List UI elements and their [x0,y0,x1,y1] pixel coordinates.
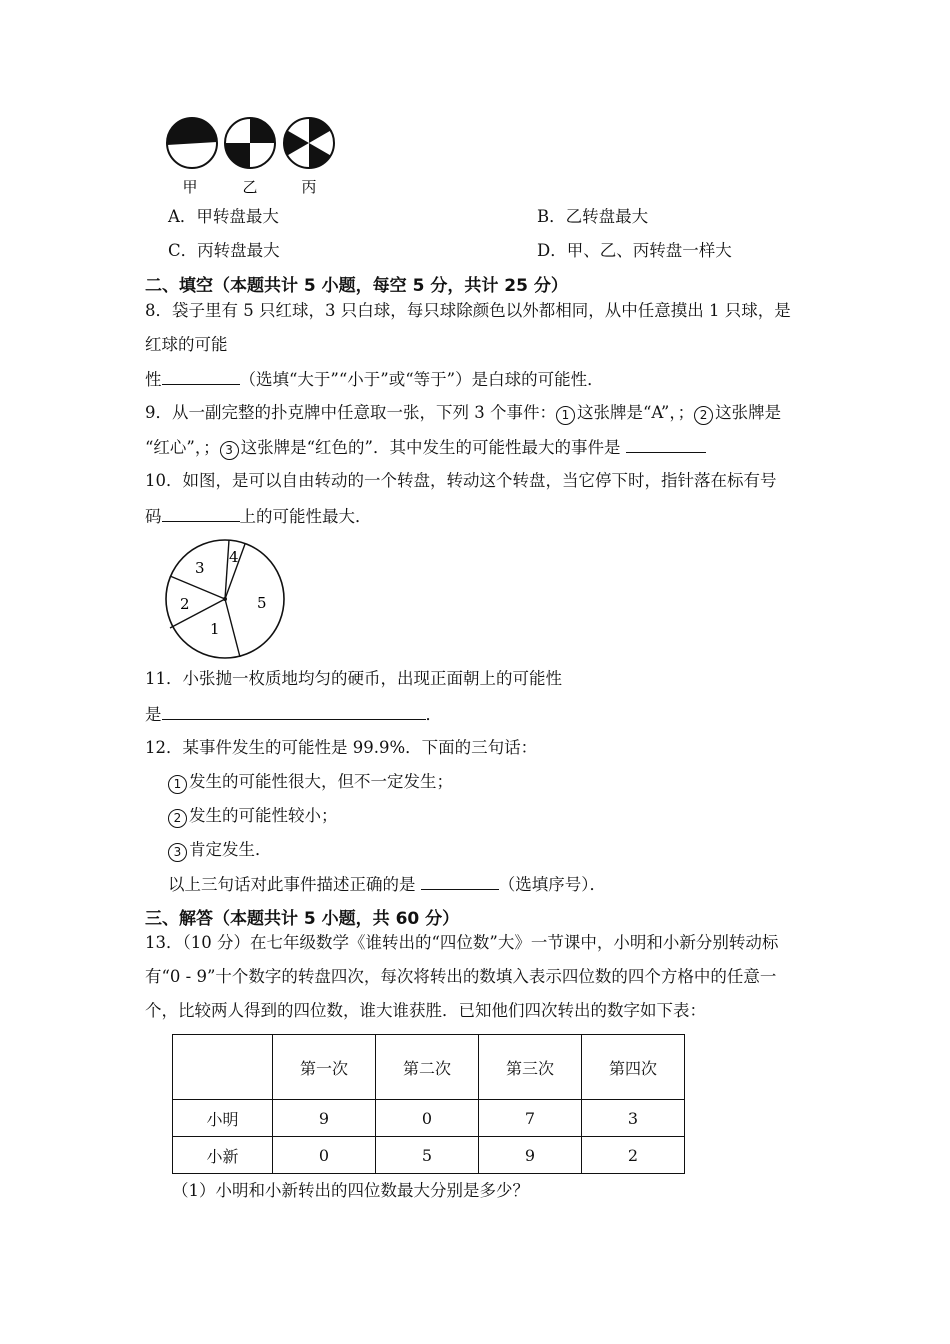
circled-number: 1 [168,775,187,794]
table-cell: 小新 [173,1137,273,1174]
wheel-sector-label: 2 [180,595,190,613]
circled-number: 3 [168,843,187,862]
q13-sub1: （1）小明和小新转出的四位数最大分别是多少？ [172,1181,529,1200]
table-header-cell: 第三次 [479,1035,582,1100]
table-cell: 2 [582,1137,685,1174]
q9-answer-blank[interactable] [626,436,706,453]
circled-number: 2 [694,406,713,425]
q9-line1 [145,402,781,425]
section2-heading: 二、填空（本题共计 5 小题，每空 5 分，共计 25 分） [145,276,568,296]
table-header-cell: 第一次 [273,1035,376,1100]
q9-event1: 这张牌是“A”，； [577,403,695,422]
q12-line1: 12．某事件发生的可能性是 99.9%．下面的三句话： [145,738,538,757]
table-row [173,1100,685,1137]
q10-line1: 10．如图，是可以自由转动的一个转盘，转动这个转盘，当它停下时，指针落在标有号 [145,471,777,490]
q12-last-pre: 以上三句话对此事件描述正确的是 [168,875,416,894]
wheel-sector-label: 1 [210,620,220,638]
q8-line1: 8．袋子里有 5 只红球，3 只白球，每只球除颜色以外都相同，从中任意摸出 1 只球，是 [145,301,791,320]
q7-option-c: C．丙转盘最大 [168,241,280,260]
disc-label-yi: 乙 [242,178,258,196]
table-cell: 0 [273,1137,376,1174]
q12-item [168,805,338,828]
q8-line3-post: （选填“大于”“小于”或“等于”）是白球的可能性． [239,370,604,389]
q13-line3: 个，比较两人得到的四位数，谁大谁获胜．已知他们四次转出的数字如下表： [145,1001,706,1020]
wheel-sector-label: 3 [195,559,205,577]
q8-line3-pre: 性 [145,370,162,389]
table-cell: 小明 [173,1100,273,1137]
q12-last-line [168,873,606,896]
q11-line2 [145,703,442,726]
q7-option-a: A．甲转盘最大 [168,207,279,226]
wheel-sector-label: 4 [229,548,239,566]
q11-answer-blank[interactable] [162,703,426,720]
q8-answer-blank[interactable] [162,368,240,385]
spin-results-table [172,1034,685,1174]
q12-item-text: 肯定发生． [189,840,272,859]
q11-line1: 11．小张抛一枚质地均匀的硬币，出现正面朝上的可能性 [145,669,562,688]
circled-number: 2 [168,809,187,828]
table-header-cell [173,1035,273,1100]
q10-line2-post: 上的可能性最大． [239,507,372,526]
numbered-spinner-wheel [162,538,288,664]
q10-line2-pre: 码 [145,507,162,526]
q7-option-d: D．甲、乙、丙转盘一样大 [537,241,732,260]
q10-line2 [145,505,372,528]
q9-event2: 这张牌是 [715,403,782,422]
table-row [173,1137,685,1174]
table-cell: 9 [479,1137,582,1174]
disc-label-bing: 丙 [301,178,317,196]
q12-last-post: （选填序号）． [498,875,606,894]
table-cell: 7 [479,1100,582,1137]
q12-answer-blank[interactable] [421,873,499,890]
q12-item [168,839,272,862]
q12-item-text: 发生的可能性很大，但不一定发生； [189,772,453,791]
q13-line1: 13．（10 分）在七年级数学《谁转出的“四位数”大》一节课中，小明和小新分别转动标 [145,933,779,952]
table-header-cell: 第四次 [582,1035,685,1100]
q9-line2-pre: “红心”，； [145,438,220,457]
circled-number: 1 [556,406,575,425]
table-cell: 9 [273,1100,376,1137]
table-header-cell: 第二次 [376,1035,479,1100]
q9-line2 [145,436,706,460]
q8-line2: 红球的可能 [145,335,228,354]
section3-heading: 三、解答（本题共计 5 小题，共 60 分） [145,909,460,929]
disc-bing [284,118,334,168]
table-cell: 0 [376,1100,479,1137]
q10-answer-blank[interactable] [162,505,240,522]
circled-number: 3 [220,441,239,460]
q13-line2: 有“0 - 9”十个数字的转盘四次，每次将转出的数填入表示四位数的四个方格中的任意一 [145,967,777,986]
disc-label-jia: 甲 [182,178,198,196]
q8-line3 [145,368,604,391]
q7-option-b: B．乙转盘最大 [537,207,649,226]
table-cell: 5 [376,1137,479,1174]
table-header-row [173,1035,685,1100]
disc-jia [167,118,217,168]
q12-item-text: 发生的可能性较小； [189,806,338,825]
disc-yi [225,118,275,168]
q9-line1-pre: 9．从一副完整的扑克牌中任意取一张，下列 3 个事件： [145,403,556,422]
q11-line2-post: ． [425,705,442,724]
q12-item [168,771,453,794]
wheel-sector-label: 5 [257,594,267,612]
spinner-discs-figure [160,112,350,202]
q11-line2-pre: 是 [145,705,162,724]
q9-event3: 这张牌是“红色的”．其中发生的可能性最大的事件是 [240,438,621,457]
table-cell: 3 [582,1100,685,1137]
